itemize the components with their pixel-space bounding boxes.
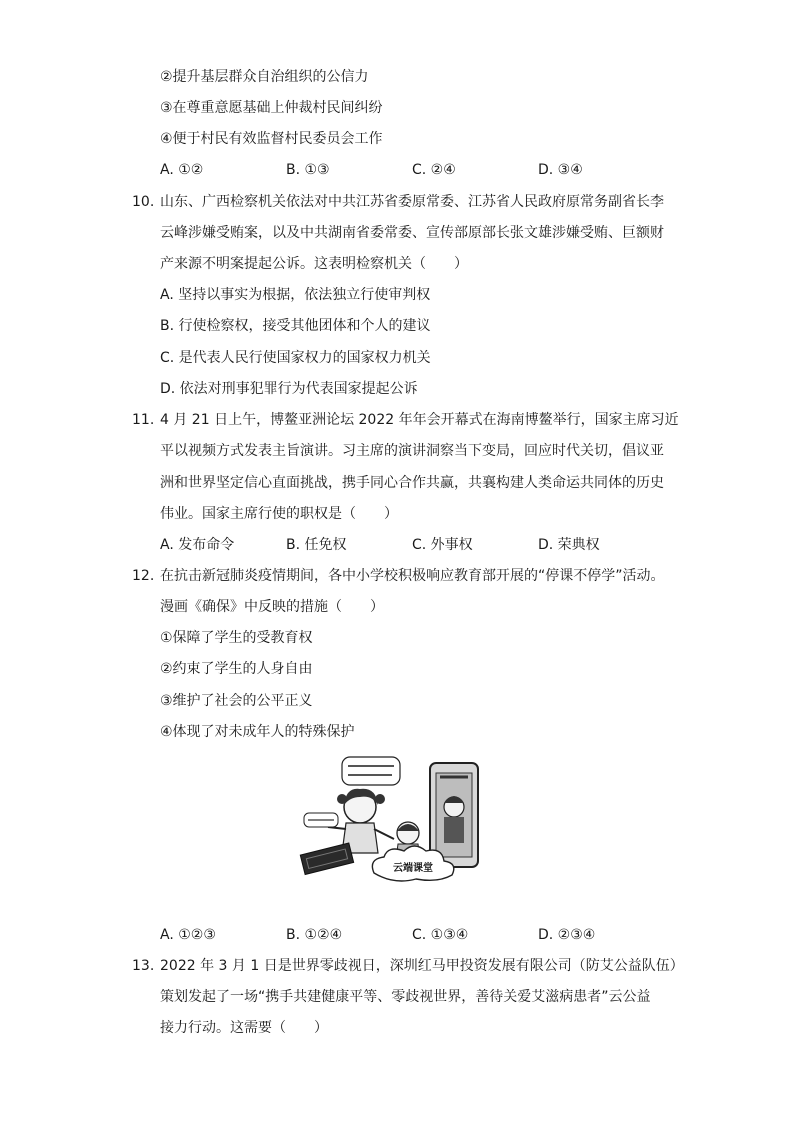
q13-stem-line: 策划发起了一场“携手共建健康平等、零歧视世界，善待关爱艾滋病患者”云公益 bbox=[160, 989, 651, 1005]
q11-stem-line: 伟业。国家主席行使的职权是（ ） bbox=[160, 506, 398, 522]
q9-options bbox=[160, 161, 620, 179]
q12-options bbox=[160, 926, 620, 944]
q11-option-b: B. 任免权 bbox=[286, 537, 347, 553]
q10-number: 10. bbox=[132, 194, 155, 210]
q12-option-b: B. ①②④ bbox=[286, 927, 343, 943]
q10-stem-line: 云峰涉嫌受贿案，以及中共湖南省委常委、宣传部原部长张文雄涉嫌受贿、巨额财 bbox=[160, 225, 664, 241]
q12-statement-2: ②约束了学生的人身自由 bbox=[160, 661, 313, 677]
q12-option-a: A. ①②③ bbox=[160, 927, 216, 943]
q9-statement-4: ④便于村民有效监督村民委员会工作 bbox=[160, 131, 383, 147]
cartoon-svg bbox=[298, 755, 494, 885]
q12-statement-1: ①保障了学生的受教育权 bbox=[160, 630, 313, 646]
q11-stem-line: 4 月 21 日上午，博鳌亚洲论坛 2022 年年会开幕式在海南博鳌举行，国家主席习近 bbox=[160, 412, 679, 428]
q10-option-a: A. 坚持以事实为根据，依法独立行使审判权 bbox=[160, 287, 431, 303]
q10-stem-line: 产来源不明案提起公诉。这表明检察机关（ ） bbox=[160, 256, 468, 272]
q10-option-c: C. 是代表人民行使国家权力的国家权力机关 bbox=[160, 350, 431, 366]
q11-option-d: D. 荣典权 bbox=[538, 537, 600, 553]
q12-statement-4: ④体现了对未成年人的特殊保护 bbox=[160, 724, 355, 740]
q12-option-d: D. ②③④ bbox=[538, 927, 596, 943]
q9-option-a: A. ①② bbox=[160, 162, 204, 178]
q11-stem-line: 平以视频方式发表主旨演讲。习主席的演讲洞察当下变局，回应时代关切，倡议亚 bbox=[160, 443, 664, 459]
q9-statement-2: ②提升基层群众自治组织的公信力 bbox=[160, 69, 369, 85]
q13-stem-line: 接力行动。这需要（ ） bbox=[160, 1020, 328, 1036]
q11-option-a: A. 发布命令 bbox=[160, 537, 235, 553]
q12-stem-line: 在抗击新冠肺炎疫情期间，各中小学校积极响应教育部开展的“停课不停学”活动。 bbox=[160, 568, 665, 584]
q12-number: 12. bbox=[132, 568, 155, 584]
q13-stem-line: 2022 年 3 月 1 日是世界零歧视日，深圳红马甲投资发展有限公司（防艾公益队伍） bbox=[160, 958, 684, 974]
q11-options bbox=[160, 536, 620, 554]
q11-number: 11. bbox=[132, 412, 155, 428]
q9-statement-3: ③在尊重意愿基础上仲裁村民间纠纷 bbox=[160, 100, 383, 116]
q9-option-d: D. ③④ bbox=[538, 162, 583, 178]
q12-option-c: C. ①③④ bbox=[412, 927, 469, 943]
q10-stem-line: 山东、广西检察机关依法对中共江苏省委原常委、江苏省人民政府原常务副省长李 bbox=[160, 194, 664, 210]
q11-option-c: C. 外事权 bbox=[412, 537, 473, 553]
cartoon-label: 云端课堂 bbox=[393, 863, 433, 874]
q11-stem-line: 洲和世界坚定信心直面挑战，携手同心合作共赢，共襄构建人类命运共同体的历史 bbox=[160, 475, 664, 491]
q12-statement-3: ③维护了社会的公平正义 bbox=[160, 693, 313, 709]
q10-option-d: D. 依法对刑事犯罪行为代表国家提起公诉 bbox=[160, 381, 418, 397]
cartoon-illustration bbox=[298, 755, 494, 885]
q12-stem-line: 漫画《确保》中反映的措施（ ） bbox=[160, 599, 384, 615]
q9-option-b: B. ①③ bbox=[286, 162, 330, 178]
q10-option-b: B. 行使检察权，接受其他团体和个人的建议 bbox=[160, 318, 431, 334]
q9-option-c: C. ②④ bbox=[412, 162, 456, 178]
q13-number: 13. bbox=[132, 958, 155, 974]
